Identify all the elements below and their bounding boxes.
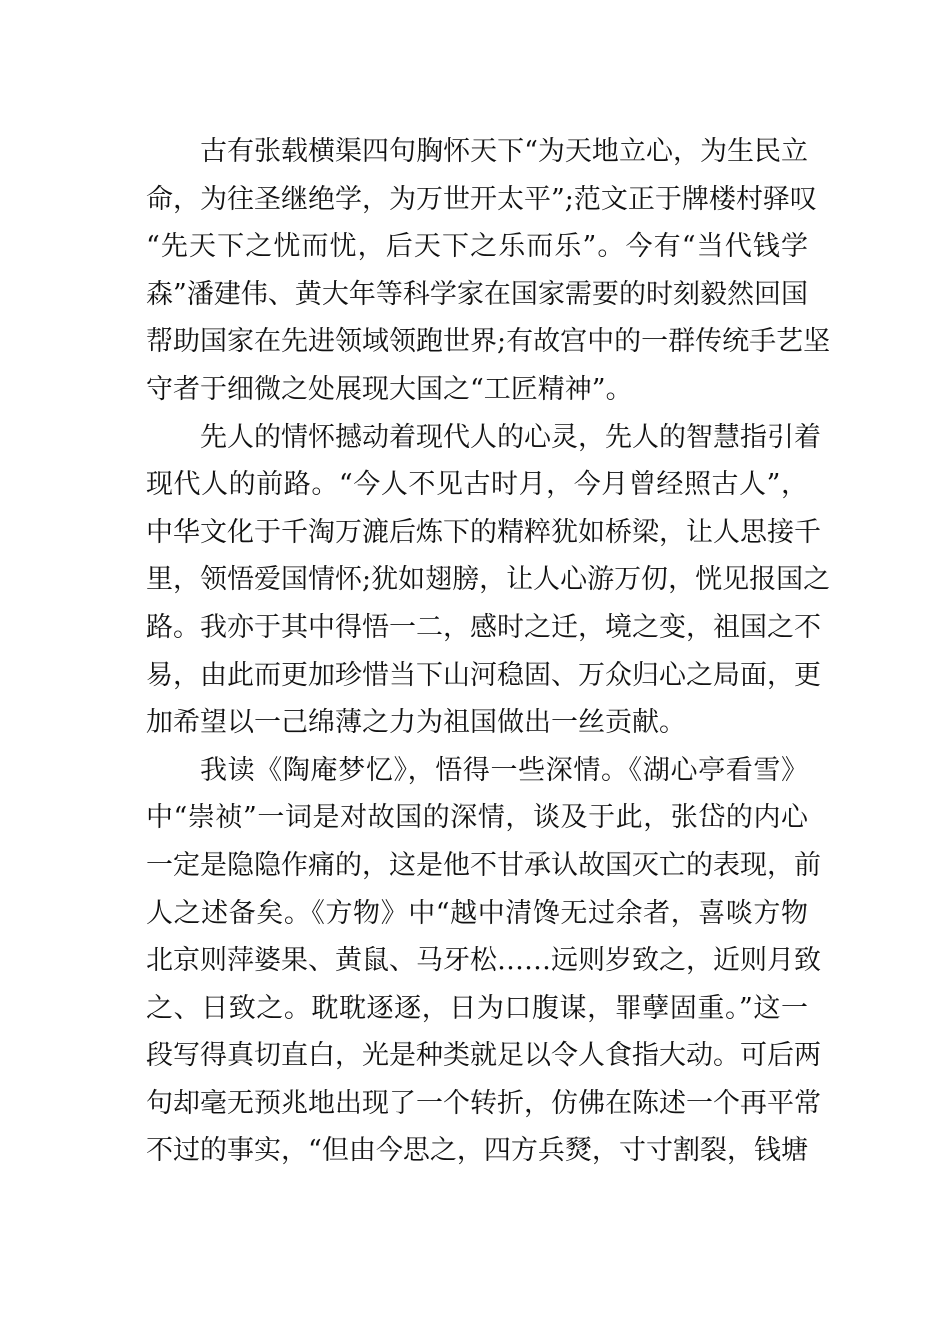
paragraph-1-line-1: 古有张载横渠四句胸怀天下“为天地立心，为生民立 <box>200 136 808 167</box>
paragraph-2-line-7: 加希望以一己绵薄之力为祖国做出一丝贡献。 <box>146 707 686 739</box>
paragraph-2-line-6: 易，由此而更加珍惜当下山河稳固、万众归心之局面，更 <box>146 659 821 691</box>
paragraph-2-line-4: 里，领悟爱国情怀;犹如翅膀，让人心游万仞，恍见报国之 <box>146 564 831 596</box>
paragraph-3-line-5: 北京则萍婆果、黄鼠、马牙松……远则岁致之，近则月致 <box>146 945 821 977</box>
paragraph-2-line-5: 路。我亦于其中得悟一二，感时之迁，境之变，祖国之不 <box>146 611 821 643</box>
paragraph-3-line-9: 不过的事实，“但由今思之，四方兵燹，寸寸割裂，钱塘 <box>146 1135 808 1167</box>
paragraph-1-line-6: 守者于细微之处展现大国之“工匠精神”。 <box>146 373 633 405</box>
paragraph-3-line-2: 中“崇祯”一词是对故国的深情，谈及于此，张岱的内心 <box>146 802 808 834</box>
paragraph-3-line-8: 句却毫无预兆地出现了一个转折，仿佛在陈述一个再平常 <box>146 1087 821 1119</box>
paragraph-3-line-4: 人之述备矣。《方物》中“越中清馋无过余者，喜啖方物 <box>146 897 808 929</box>
paragraph-3-line-7: 段写得真切直白，光是种类就足以令人食指大动。可后两 <box>146 1040 821 1072</box>
paragraph-1-line-5: 帮助国家在先进领域领跑世界;有故宫中的一群传统手艺坚 <box>146 326 831 358</box>
paragraph-2-line-1: 先人的情怀撼动着现代人的心灵，先人的智慧指引着 <box>200 421 821 453</box>
paragraph-3-line-1: 我读《陶庵梦忆》，悟得一些深情。《湖心亭看雪》 <box>200 754 808 786</box>
paragraph-2-line-2: 现代人的前路。“今人不见古时月，今月曾经照古人”， <box>146 469 808 501</box>
paragraph-3-line-3: 一定是隐隐作痛的，这是他不甘承认故国灭亡的表现，前 <box>146 849 821 881</box>
paragraph-1-line-3: “先天下之忧而忧，后天下之乐而乐”。今有“当代钱学 <box>146 231 808 263</box>
paragraph-2-line-3: 中华文化于千淘万漉后炼下的精粹犹如桥梁，让人思接千 <box>146 516 821 548</box>
paragraph-1-line-4: 森”潘建伟、黄大年等科学家在国家需要的时刻毅然回国 <box>146 278 808 310</box>
paragraph-1-line-2: 命，为往圣继绝学，为万世开太平”;范文正于牌楼村驿叹 <box>146 183 817 215</box>
essay-body <box>146 128 831 1175</box>
paragraph-3-line-6: 之、日致之。耽耽逐逐，日为口腹谋，罪孽固重。”这一 <box>146 992 808 1024</box>
